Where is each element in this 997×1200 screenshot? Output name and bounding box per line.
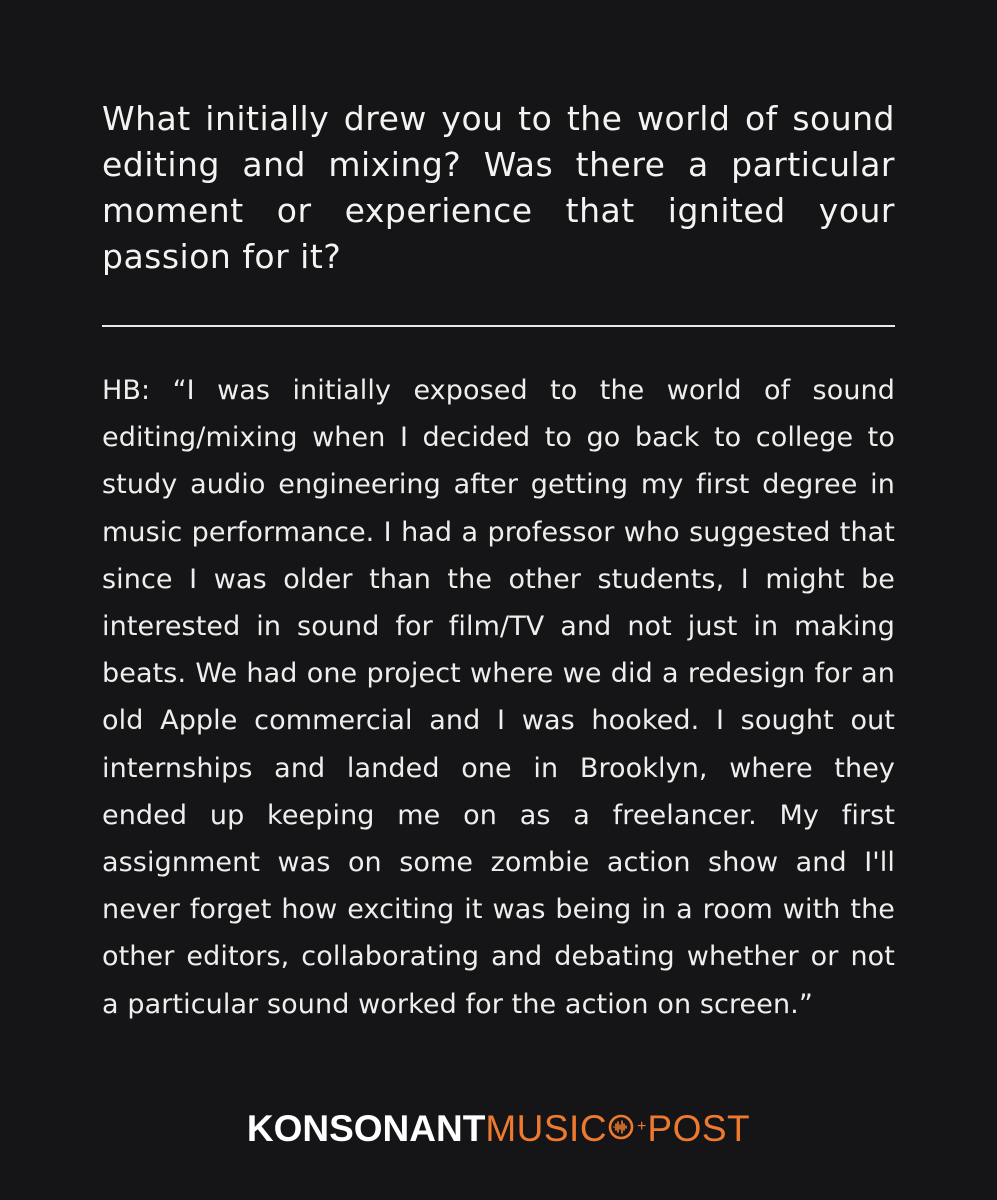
logo-konsonant: KONSONANT [246, 1108, 486, 1149]
interview-answer: HB: “I was initially exposed to the world of sound editing/mixing when I decided to go back to college to study audio engineering after getting my first degree in music performance. I had a professor who suggested that since I was older than the other students, I might be interested in sound for film/TV and not just in making beats. We had one project where we did a redesign for an old Apple commercial and I was hooked. I sought out internships and landed one in Brooklyn, where they ended up keeping me on as a freelancer. My first assignment was on some zombie action show and I'll never forget how exciting it was being in a room with the other editors, collaborating and debating whether or not a particular sound worked for the action on screen.” [102, 375, 895, 1020]
interview-card [102, 96, 895, 280]
logo-post: POST [647, 1108, 751, 1149]
interview-question: What initially drew you to the world of sound editing and mixing? Was there a particular moment or experience that ignited your passion for it? [102, 99, 895, 276]
divider [102, 325, 895, 327]
brand-logo [0, 1104, 997, 1154]
soundwave-icon [607, 1113, 637, 1145]
logo-plus: + [637, 1118, 647, 1135]
logo-music: MUSIC [485, 1108, 608, 1149]
